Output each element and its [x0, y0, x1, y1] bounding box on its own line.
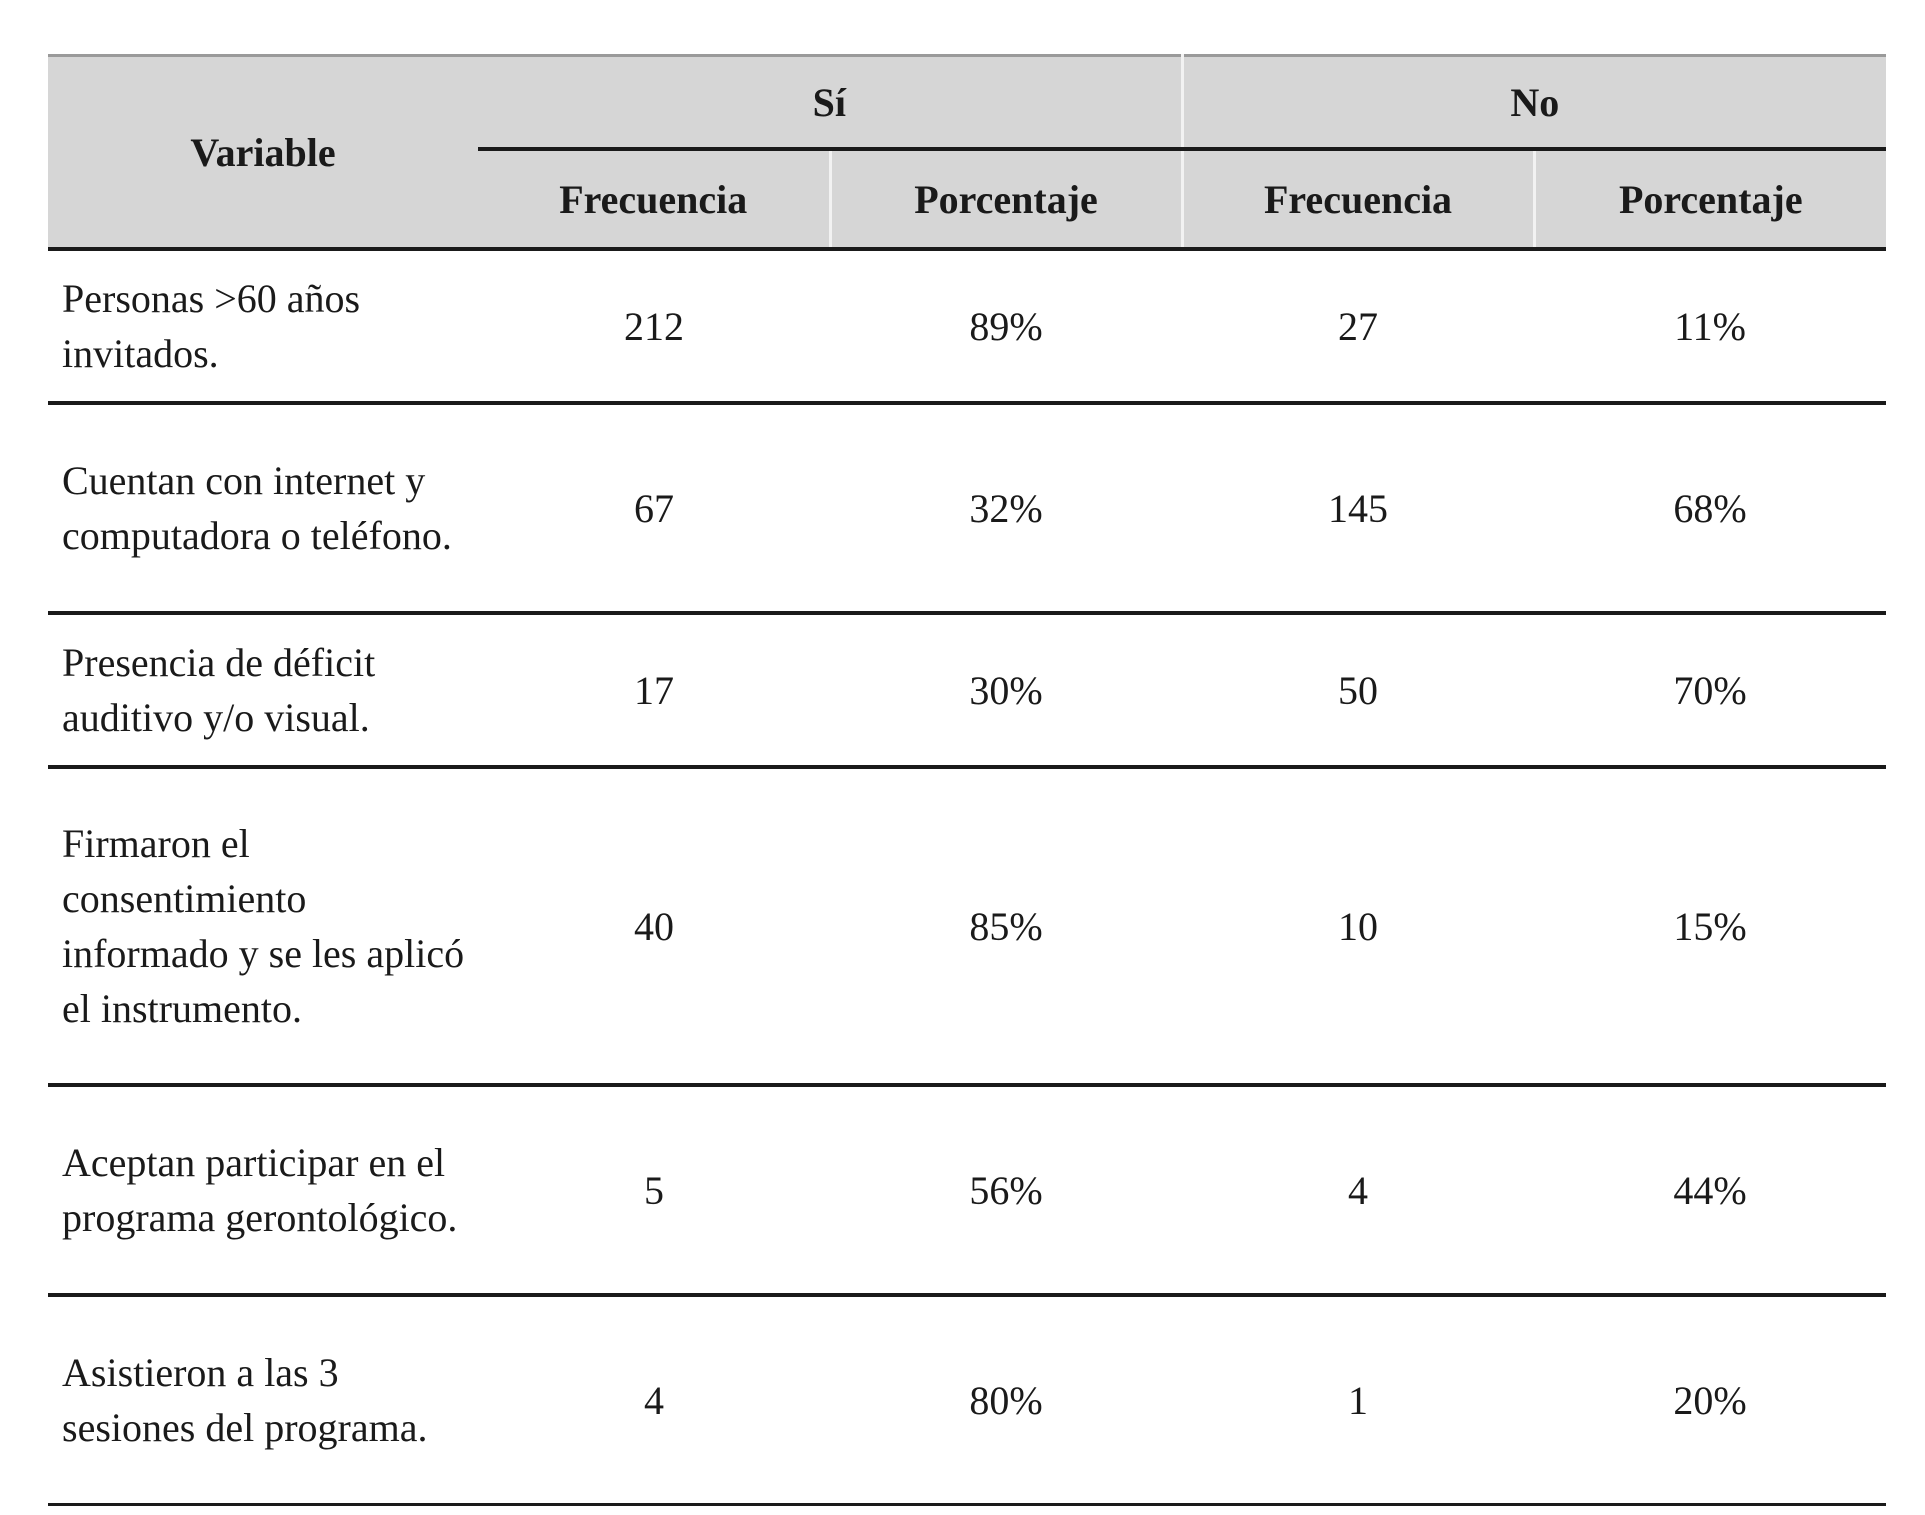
cell-si-porcentaje: 32% [830, 403, 1182, 613]
cell-no-porcentaje: 68% [1534, 403, 1886, 613]
table-row [48, 403, 1886, 613]
cell-variable: Asistieron a las 3 sesiones del programa. [48, 1295, 478, 1505]
cell-si-frecuencia: 212 [478, 249, 830, 403]
cell-no-porcentaje: 15% [1534, 767, 1886, 1085]
cell-si-porcentaje: 30% [830, 613, 1182, 767]
results-table-container [48, 54, 1886, 1506]
header-no-porcentaje: Porcentaje [1534, 149, 1886, 249]
header-group-no: No [1182, 56, 1886, 150]
cell-no-porcentaje: 44% [1534, 1085, 1886, 1295]
table-row [48, 613, 1886, 767]
cell-no-porcentaje: 70% [1534, 613, 1886, 767]
cell-variable: Personas >60 años invitados. [48, 249, 478, 403]
cell-no-frecuencia: 1 [1182, 1295, 1534, 1505]
table-row [48, 1085, 1886, 1295]
header-variable: Variable [48, 56, 478, 250]
header-no-frecuencia: Frecuencia [1182, 149, 1534, 249]
cell-si-frecuencia: 67 [478, 403, 830, 613]
cell-no-frecuencia: 4 [1182, 1085, 1534, 1295]
cell-si-porcentaje: 80% [830, 1295, 1182, 1505]
cell-no-frecuencia: 27 [1182, 249, 1534, 403]
table-header [48, 56, 1886, 250]
cell-no-frecuencia: 50 [1182, 613, 1534, 767]
cell-si-porcentaje: 89% [830, 249, 1182, 403]
table-body [48, 249, 1886, 1505]
header-si-porcentaje: Porcentaje [830, 149, 1182, 249]
header-group-row [48, 56, 1886, 150]
cell-si-frecuencia: 17 [478, 613, 830, 767]
cell-variable: Cuentan con internet y computadora o teléfono. [48, 403, 478, 613]
cell-no-porcentaje: 20% [1534, 1295, 1886, 1505]
cell-no-frecuencia: 145 [1182, 403, 1534, 613]
cell-variable: Presencia de déficit auditivo y/o visual. [48, 613, 478, 767]
cell-no-frecuencia: 10 [1182, 767, 1534, 1085]
table-row [48, 1295, 1886, 1505]
cell-si-frecuencia: 5 [478, 1085, 830, 1295]
cell-variable: Firmaron el consentimiento informado y se les aplicó el instrumento. [48, 767, 478, 1085]
results-table [48, 54, 1886, 1506]
header-group-si: Sí [478, 56, 1182, 150]
cell-variable: Aceptan participar en el programa gerontológico. [48, 1085, 478, 1295]
table-row [48, 249, 1886, 403]
cell-si-porcentaje: 85% [830, 767, 1182, 1085]
cell-no-porcentaje: 11% [1534, 249, 1886, 403]
cell-si-frecuencia: 4 [478, 1295, 830, 1505]
cell-si-porcentaje: 56% [830, 1085, 1182, 1295]
table-row [48, 767, 1886, 1085]
cell-si-frecuencia: 40 [478, 767, 830, 1085]
header-si-frecuencia: Frecuencia [478, 149, 830, 249]
